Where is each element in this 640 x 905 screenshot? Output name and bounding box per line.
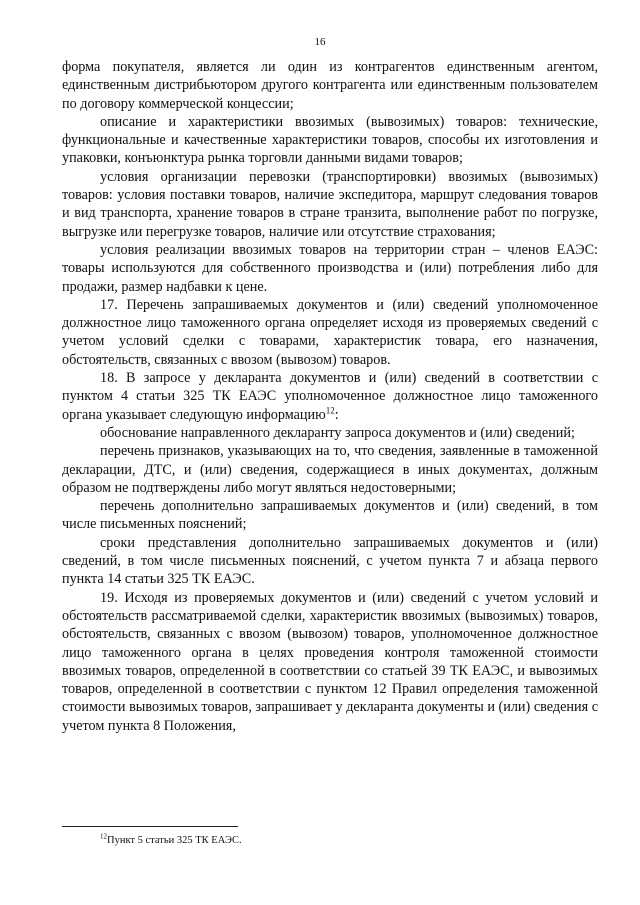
footnote-reference: 12 [325,404,335,415]
footnote-text: Пункт 5 статьи 325 ТК ЕАЭС. [107,835,242,846]
document-body [62,58,598,735]
footnote-number: 12 [100,832,107,841]
paragraph: форма покупателя, является ли один из контрагентов единственным агентом, единственным дистрибьютором другого контрагента или единственным пользователем по договору коммерческой концессии; [62,59,598,112]
paragraph: сроки представления дополнительно запрашиваемых документов и (или) сведений, в том числе письменных пояснений, с учетом пункта 7 и абзаца первого пункта 14 статьи 325 ТК ЕАЭС. [62,534,598,588]
paragraph: 19. Исходя из проверяемых документов и (или) сведений с учетом условий и обстоятельств рассматриваемой сделки, характеристик ввозимых (вывозимых) товаров, обстоятельств, связанных с ввозом (вывозом) товаров, уполномоченное должностное лицо таможенного органа в целях проведения контроля таможенной стоимости ввозимых товаров, определенной в соответствии со статьей 39 ТК ЕАЭС, и вывозимых товаров, определенной в соответствии с пунктом 12 Правил определения таможенной стоимости вывозимых товаров, запрашивает у декларанта документы и (или) сведения с учетом пункта 8 Положения, [62,589,598,734]
paragraph-colon: : [334,406,339,423]
paragraph: обоснование направленного декларанту запроса документов и (или) сведений; [100,424,575,441]
paragraph-with-footnote [62,369,598,424]
footnote [100,834,242,847]
paragraph: условия организации перевозки (транспортировки) ввозимых (вывозимых) товаров: условия поставки товаров, наличие экспедитора, маршрут следования товаров и вид транспорта, хранение товаров в стране транзита, выполнение работ по погрузке, выгрузке или перегрузке товаров, наличие или отсутствие страхования; [62,168,598,240]
page-number: 16 [314,36,326,48]
paragraph: перечень признаков, указывающих на то, что сведения, заявленные в таможенной декларации, ДТС, и (или) сведения, содержащиеся в иных документах, должным образом не подтверждены либо могут являться недостоверными; [62,443,598,496]
paragraph: условия реализации ввозимых товаров на территории стран – членов ЕАЭС: товары используются для собственного производства и (или) потребления либо для продажи, размер надбавки к цене. [62,241,598,295]
paragraph-text: 18. В запросе у декларанта документов и (или) сведений в соответствии с пунктом 4 статьи 325 ТК ЕАЭС уполномоченное должностное лицо таможенного органа указывает следующую информацию [62,370,598,423]
paragraph: перечень дополнительно запрашиваемых документов и (или) сведений, в том числе письменных пояснений; [62,498,598,533]
paragraph: описание и характеристики ввозимых (вывозимых) товаров: технические, функциональные и качественные характеристики товаров, способы их изготовления и упаковки, конъюнктура рынка торговли данными видами товаров; [62,113,598,167]
paragraph: 17. Перечень запрашиваемых документов и (или) сведений уполномоченное должностное лицо таможенного органа определяет исходя из проверяемых сведений с учетом условий сделки с товарами, характеристик товара, его назначения, обстоятельств, связанных с ввозом (вывозом) товаров. [62,296,598,368]
footnote-separator [62,826,238,827]
